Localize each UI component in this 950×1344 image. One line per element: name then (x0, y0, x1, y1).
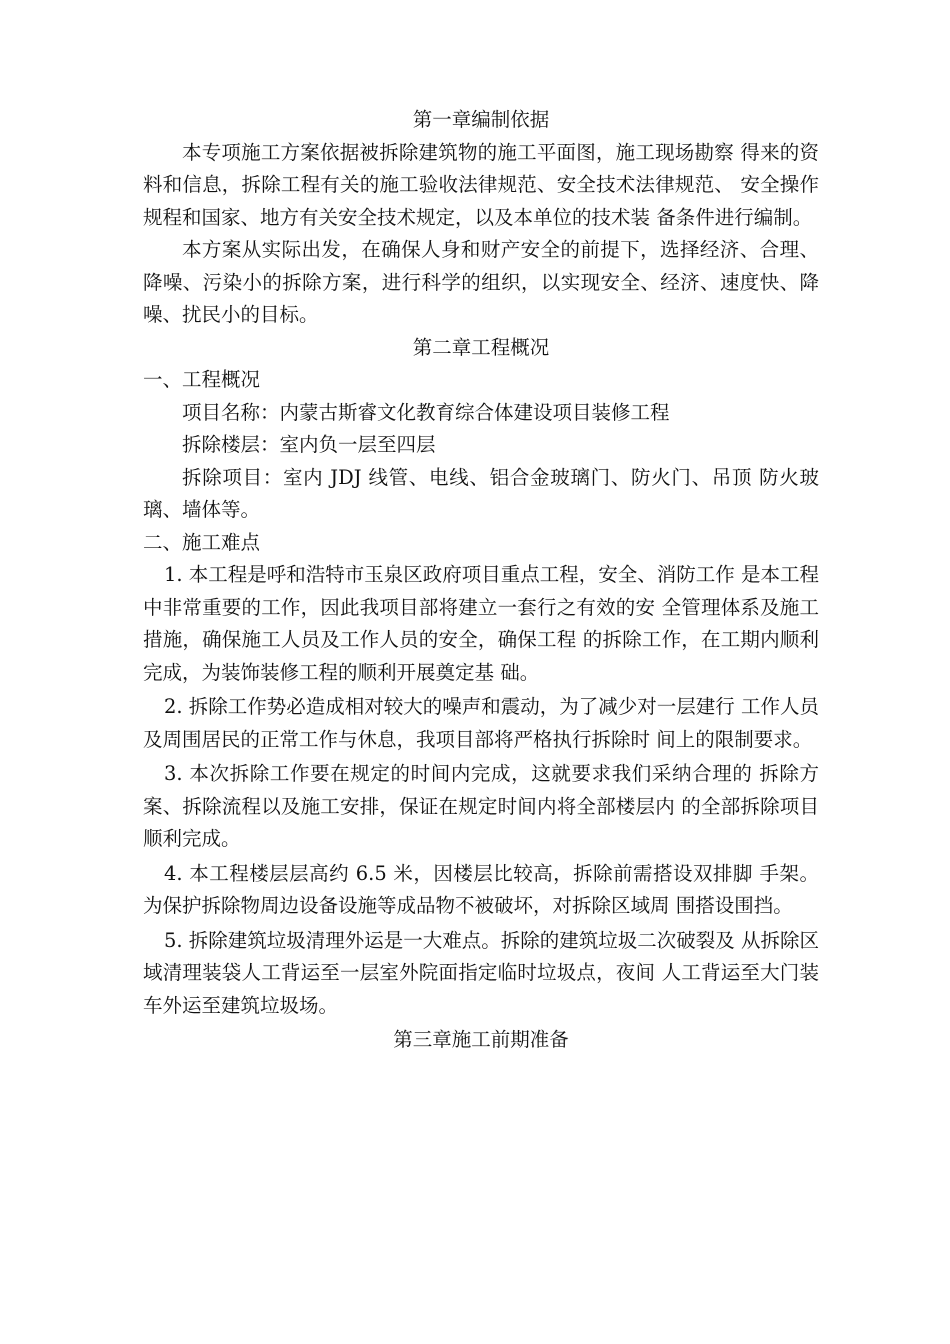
section-heading-difficulties: 二、施工难点 (143, 530, 261, 554)
demolition-items-line: 拆除项目：室内 JDJ 线管、电线、铝合金玻璃门、防火门、吊顶 防火玻璃、墙体等。 (143, 465, 819, 521)
difficulty-item-3: 3. 本次拆除工作要在规定的时间内完成，这就要求我们采纳合理的 拆除方案、拆除流程以及施工安排，保证在规定时间内将全部楼层内 的全部拆除项目顺利完成。 (143, 762, 819, 850)
chapter3-title: 第三章施工前期准备 (393, 1028, 569, 1051)
demolition-floors-line: 拆除楼层：室内负一层至四层 (182, 433, 436, 456)
section-heading-overview: 一、工程概况 (143, 368, 261, 391)
difficulty-item-4: 4. 本工程楼层层高约 6.5 米，因楼层比较高，拆除前需搭设双排脚 手架。为保护拆除物周边设备设施等成品物不被破坏，对拆除区域周 围搭设围挡。 (143, 861, 819, 917)
chapter1-paragraph-1: 本专项施工方案依据被拆除建筑物的施工平面图，施工现场勘察 得来的资料和信息，拆除工程有关的施工验收法律规范、安全技术法律规范、 安全操作规程和国家、地方有关安全技术规定，以及本单位的技术装 备条件进行编制。 (143, 140, 819, 229)
document-body (143, 104, 819, 1057)
difficulty-item-5: 5. 拆除建筑垃圾清理外运是一大难点。拆除的建筑垃圾二次破裂及 从拆除区域清理装袋人工背运至一层室外院面指定临时垃圾点，夜间 人工背运至大门装车外运至建筑垃圾场。 (143, 928, 820, 1017)
chapter2-title: 第二章工程概况 (412, 335, 550, 359)
chapter1-paragraph-2: 本方案从实际出发，在确保人身和财产安全的前提下，选择经济、合理、降噪、污染小的拆除方案，进行科学的组织，以实现安全、经济、速度快、降噪、扰民小的目标。 (143, 238, 819, 326)
project-name-line: 项目名称：内蒙古斯睿文化教育综合体建设项目装修工程 (182, 400, 670, 424)
chapter1-title: 第一章编制依据 (412, 108, 550, 131)
difficulty-item-1: 1. 本工程是呼和浩特市玉泉区政府项目重点工程，安全、消防工作 是本工程中非常重要的工作，因此我项目部将建立一套行之有效的安 全管理体系及施工措施，确保施工人员及工作人员的安全，确保工程 的拆除工作，在工期内顺利完成，为装饰装修工程的顺利开展奠定基 础。 (143, 563, 820, 684)
difficulty-item-2: 2. 拆除工作势必造成相对较大的噪声和震动，为了减少对一层建行 工作人员及周围居民的正常工作与休息，我项目部将严格执行拆除时 间上的限制要求。 (143, 695, 820, 751)
